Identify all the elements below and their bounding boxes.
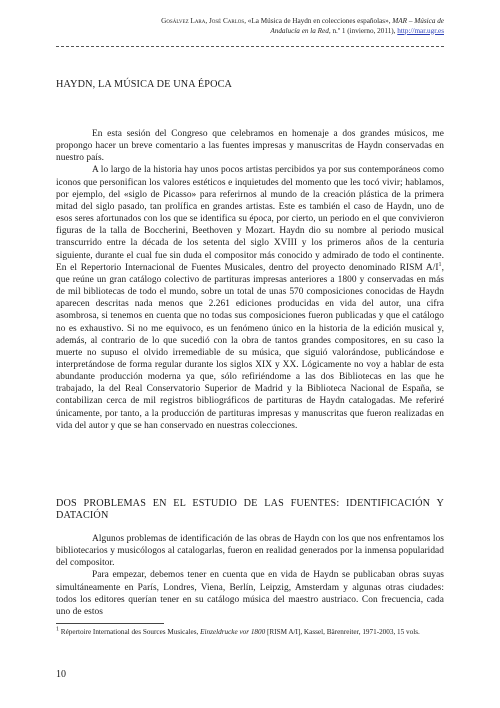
header-divider [56, 46, 444, 47]
citation-issue: n.º 1 (invierno, 2011), [332, 26, 396, 35]
paragraph-2-text-a: A lo largo de la historia hay unos pocos artistas percibidos ya por sus contemporáneos como iconos que personifican los valores estéticos e inquietudes del momento que les tocó vivir; hablamos, por ejemplo, del «siglo de Picasso» para referirnos al mundo de la creación plástica de la primera mitad del siglo pasado, tan prolífica en grandes artistas. Este es también el caso de Haydn, uno de esos seres afortunados con los que se identifica su época, por cierto, un periodo en el que convivieron figuras de la talla de Boccherini, Beethoven y Mozart. Haydn dio su nombre al periodo musical transcurrido entre la década de los setenta del siglo XVIII y los primeros años de la centuria siguiente, durante el cual fue sin duda el compositor más conocido y admirado de todo el continente. En el Repertorio Internacional de Fuentes Musicales, dentro del proyecto denominado RISM A/I [56, 165, 444, 273]
footnote-text-italic: Einzeldrucke vor 1800 [200, 628, 266, 636]
footnote-ref-1[interactable]: 1 [438, 261, 442, 268]
footnote-number: 1 [56, 626, 59, 633]
footnote-text-b: [RISM A/I], Kassel, Bärenreiter, 1971-2003, 15 vols. [267, 628, 420, 636]
running-header-citation [130, 17, 444, 36]
section-heading-1: HAYDN, LA MÚSICA DE UNA ÉPOCA [56, 79, 233, 90]
footnote-divider [56, 623, 164, 624]
section-2-body [56, 533, 444, 618]
footnote-1 [56, 628, 444, 638]
section-heading-2: DOS PROBLEMAS EN EL ESTUDIO DE LAS FUENTES: IDENTIFICACIÓN Y DATACIÓN [56, 498, 444, 521]
paragraph-1: En esta sesión del Congreso que celebramos en homenaje a dos grandes músicos, me propongo hacer un breve comentario a las fuentes impresas y manuscritas de Haydn conservadas en nuestro país. [56, 129, 444, 164]
paragraph-2-text-b: , que reúne un gran catálogo colectivo de partituras impresas anteriores a 1800 y conservadas en más de mil bibliotecas de todo el mundo, sobre un total de unas 570 composiciones conocidas de Haydn aparecen descritas nada menos que 2.261 ediciones producidas en vida del autor, una cifra asombrosa, si tenemos en cuenta que no todas sus composiciones fueron publicadas y que el catálogo no es exhaustivo. Si no me equivoco, es un fenómeno único en la historia de la edición musical y, además, al contrario de lo que sucedió con la obra de tantos grandes compositores, en su caso la muerte no supuso el olvido irremediable de su música, que siguió valorándose, publicándose e interpretándose de forma regular durante los siglos XIX y XX. Lógicamente no voy a hablar de esta abundante producción moderna ya que, sólo refiriéndome a las dos Bibliotecas en las que he trabajado, la del Real Conservatorio Superior de Madrid y la Biblioteca Nacional de España, se contabilizan cerca de mil registros bibliográficos de partituras de Haydn catalogadas. Me referiré únicamente, por tanto, a la producción de partituras impresas y manuscritas que fueron realizadas en vida del autor y que se han conservado en nuestras colecciones. [56, 262, 444, 431]
paragraph-2 [56, 164, 444, 431]
citation-link[interactable]: http://mar.ugr.es [397, 26, 444, 35]
footnote-text-a: Répertoire International des Sources Musicales, [60, 628, 199, 636]
citation-authors: Gosálvez Lara, José Carlos, [161, 17, 246, 25]
page-number: 10 [56, 669, 66, 680]
paragraph-3: Algunos problemas de identificación de las obras de Haydn con los que nos enfrentamos los bibliotecarios y musicólogos al catalogarlas, fueron en realidad generados por la inmensa popularidad del compositor. [56, 534, 444, 569]
citation-journal: MAR – Música de Andalucía en la Red, [270, 17, 444, 35]
citation-title: «La Música de Haydn en colecciones españolas», [247, 17, 391, 25]
section-1-body [56, 128, 444, 432]
paragraph-4: Para empezar, debemos tener en cuenta que en vida de Haydn se publicaban obras suyas simultáneamente en París, Londres, Viena, Berlín, Leipzig, Amsterdam y algunas otras ciudades: todos los editores querían tener en su catálogo música del maestro austriaco. Con frecuencia, cada uno de estos [56, 570, 444, 617]
